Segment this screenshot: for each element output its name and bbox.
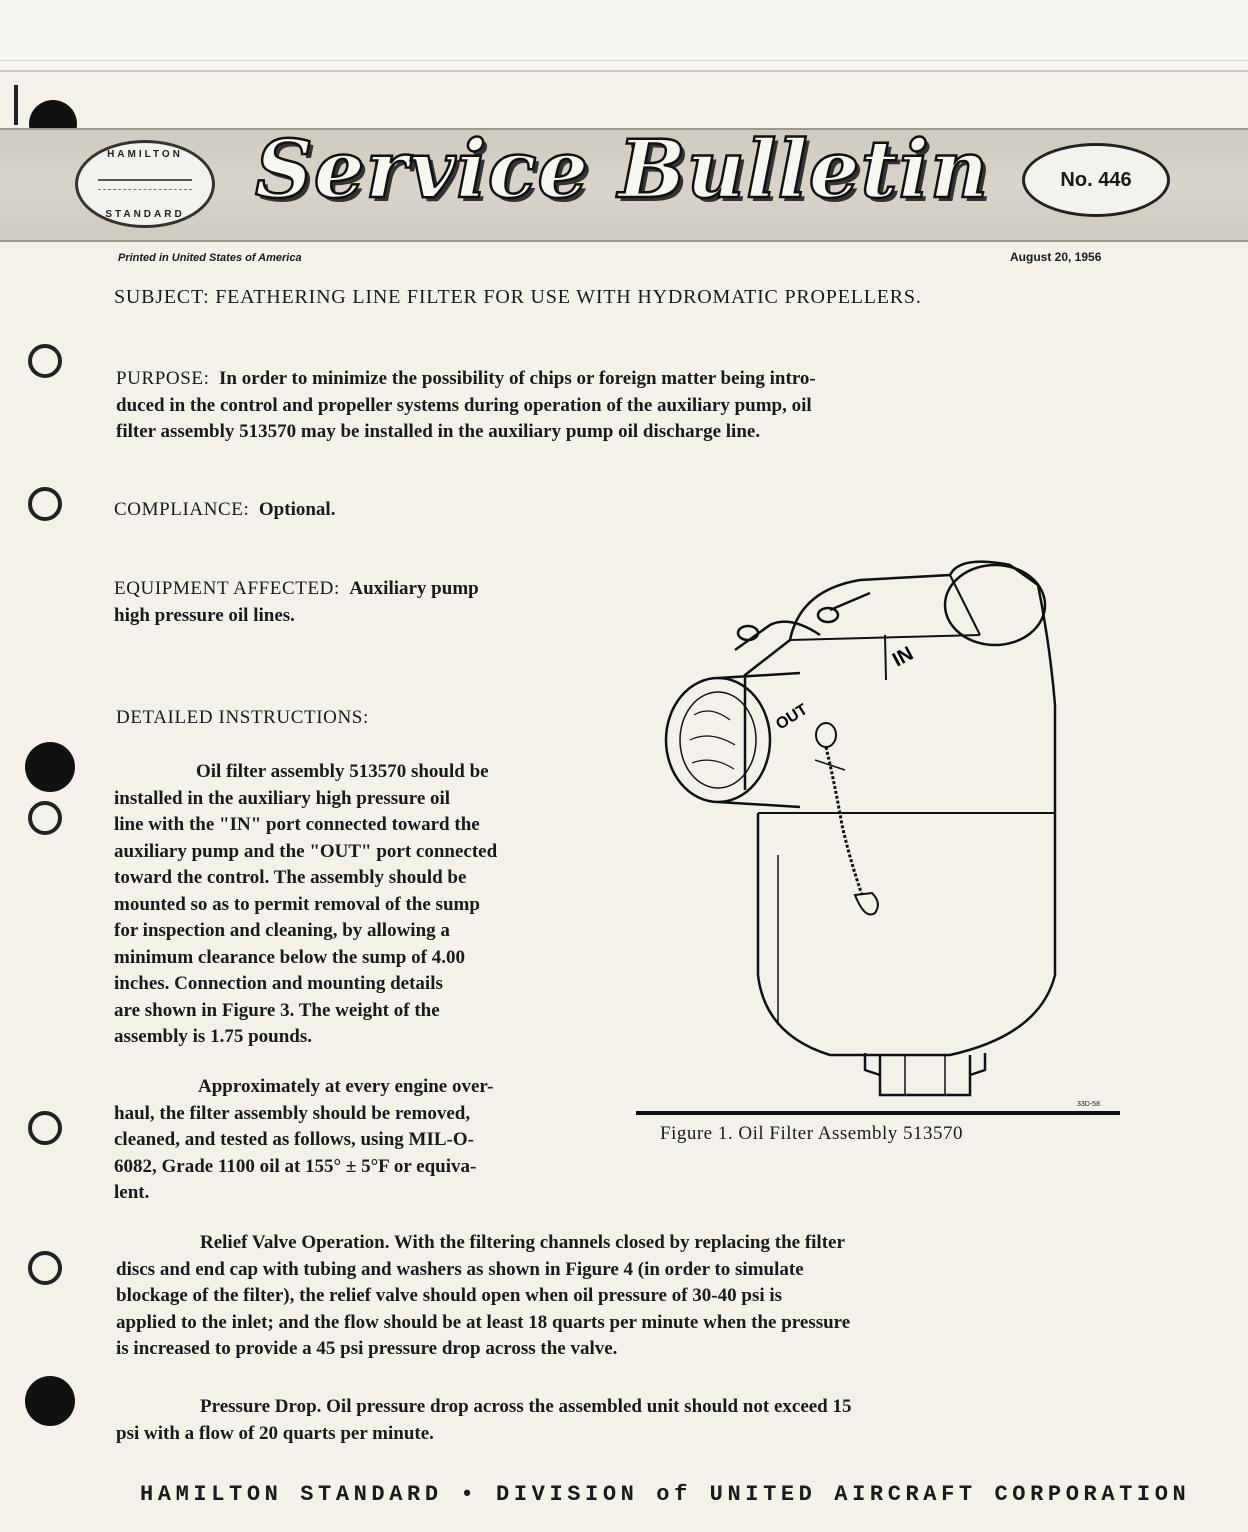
bulletin-date: August 20, 1956 (1010, 250, 1102, 264)
paragraph-line: psi with a flow of 20 quarts per minute. (116, 1422, 434, 1444)
purpose-line: In order to minimize the possibility of chips or foreign matter being intro- (219, 368, 816, 389)
paragraph-line: inches. Connection and mounting details (114, 973, 443, 994)
paragraph-line: are shown in Figure 3. The weight of the (114, 999, 440, 1021)
purpose-line: duced in the control and propeller systems during operation of the auxiliary pump, oil (116, 394, 812, 416)
equipment-label: EQUIPMENT AFFECTED: (114, 578, 340, 599)
page-top-edge (0, 0, 1248, 72)
figure-caption: Figure 1. Oil Filter Assembly 513570 (660, 1123, 963, 1144)
paragraph-line: Approximately at every engine over- (198, 1076, 494, 1097)
paragraph-line: lent. (114, 1182, 150, 1203)
printed-notice: Printed in United States of America (118, 252, 302, 264)
out-port (666, 678, 770, 802)
binder-hole (25, 742, 75, 792)
footer-company: HAMILTON STANDARD • DIVISION of UNITED AIRCRAFT CORPORATION (140, 1482, 1191, 1507)
purpose-section (116, 366, 1076, 446)
paragraph-line: auxiliary pump and the "OUT" port connected (114, 840, 498, 862)
page-left-edge (14, 85, 18, 125)
bulletin-number-badge: No. 446 (1022, 143, 1170, 217)
paragraph-line: for inspection and cleaning, by allowing a (114, 920, 450, 941)
figure-code: 33D-58 (1077, 1101, 1100, 1108)
paragraph-line: minimum clearance below the sump of 4.00 (114, 946, 465, 968)
in-port (945, 565, 1045, 645)
paragraph-line: installed in the auxiliary high pressure oil (114, 787, 451, 809)
binder-hole-ring (28, 1251, 62, 1285)
oil-filter-figure (650, 555, 1130, 1115)
equipment-line: high pressure oil lines. (114, 604, 295, 626)
paragraph-line: line with the "IN" port connected toward the (114, 814, 480, 835)
filter-head (745, 562, 1055, 813)
paragraph-line: Pressure Drop. Oil pressure drop across the assembled unit should not exceed 15 (200, 1396, 852, 1417)
in-label: IN (889, 642, 918, 672)
filter-sump (758, 813, 1055, 1055)
paragraph-line: blockage of the filter), the relief valve should open when oil pressure of 30-40 psi is (116, 1285, 783, 1306)
subject-line: SUBJECT: FEATHERING LINE FILTER FOR USE WITH HYDROMATIC PROPELLERS. (114, 286, 922, 308)
paragraph-line: mounted so as to permit removal of the sump (114, 893, 480, 915)
binder-hole-ring (28, 487, 62, 521)
out-label: OUT (773, 701, 811, 734)
paragraph-line: cleaned, and tested as follows, using MIL-O- (114, 1129, 474, 1150)
equipment-line: Auxiliary pump (349, 578, 479, 599)
logo-bottom-text: STANDARD (105, 209, 185, 220)
installation-paragraph (114, 759, 614, 1051)
paragraph-line: assembly is 1.75 pounds. (114, 1026, 312, 1047)
page-top-edge-line (0, 40, 1248, 61)
figure-rule (636, 1111, 1120, 1115)
paragraph-line: haul, the filter assembly should be removed, (114, 1102, 471, 1124)
sump-drain-nut (880, 1055, 970, 1095)
binder-hole-ring (28, 1111, 62, 1145)
hamilton-standard-logo (75, 140, 215, 228)
logo-top-text: HAMILTON (107, 149, 183, 160)
relief-valve-paragraph (116, 1230, 1116, 1363)
paragraph-line: 6082, Grade 1100 oil at 155° ± 5°F or equiva- (114, 1155, 477, 1177)
compliance-section (114, 497, 335, 524)
detailed-instructions-heading: DETAILED INSTRUCTIONS: (116, 707, 369, 728)
pressure-drop-paragraph (116, 1394, 1116, 1447)
bulletin-title: Service Bulletin (255, 122, 990, 216)
binder-hole (25, 1376, 75, 1426)
overhaul-paragraph (114, 1074, 614, 1207)
equipment-section (114, 576, 479, 629)
paragraph-line: applied to the inlet; and the flow should be at least 18 quarts per minute when the pressure (116, 1311, 851, 1333)
paragraph-line: Relief Valve Operation. With the filtering channels closed by replacing the filter (200, 1232, 845, 1253)
purpose-line: filter assembly 513570 may be installed in the auxiliary pump oil discharge line. (116, 421, 761, 442)
binder-hole-ring (28, 801, 62, 835)
paragraph-line: discs and end cap with tubing and washers as shown in Figure 4 (in order to simulate (116, 1258, 804, 1280)
lock-wire-hole (816, 723, 836, 747)
compliance-label: COMPLIANCE: (114, 499, 250, 520)
logo-emblem (98, 179, 192, 190)
paragraph-line: toward the control. The assembly should be (114, 867, 467, 888)
binder-hole-ring (28, 344, 62, 378)
purpose-label: PURPOSE: (116, 368, 210, 389)
compliance-value: Optional. (258, 499, 336, 520)
paragraph-line: Oil filter assembly 513570 should be (196, 761, 489, 782)
paragraph-line: is increased to provide a 45 psi pressure drop across the valve. (116, 1338, 618, 1359)
